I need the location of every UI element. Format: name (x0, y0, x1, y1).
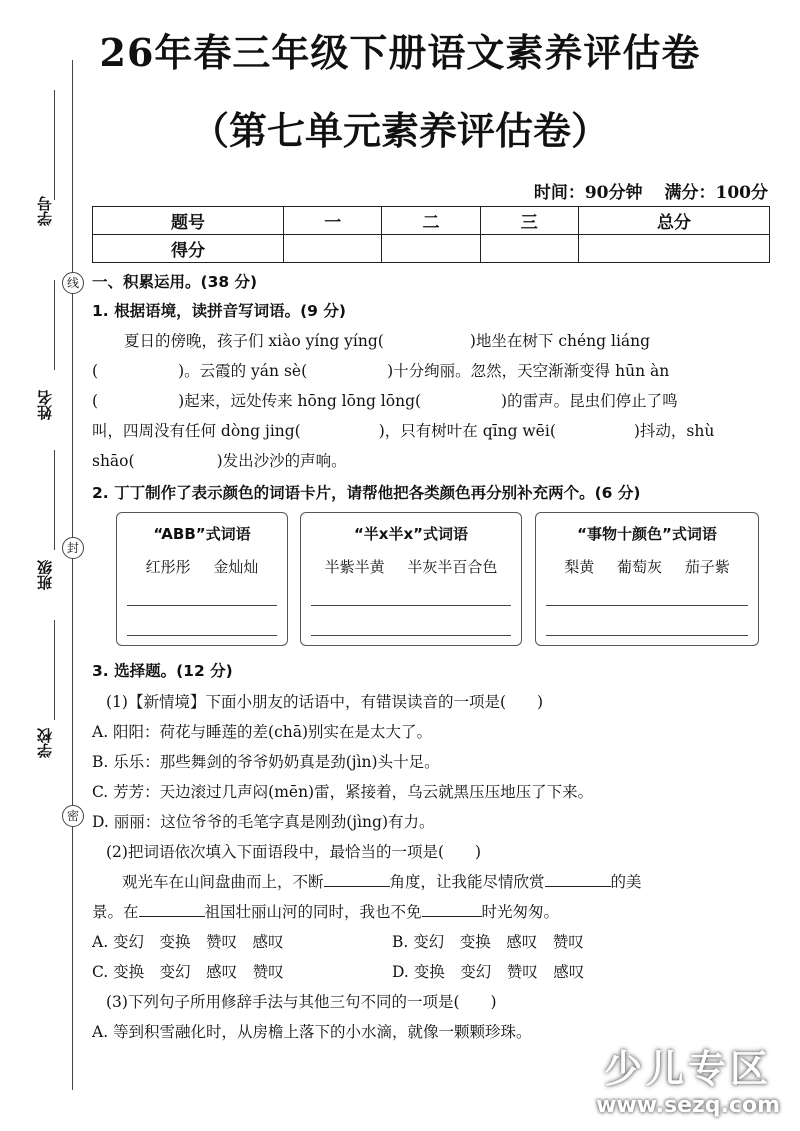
q3-sub1-option-b[interactable]: B. 乐乐：那些舞剑的爷爷奶奶真是劲(jìn)头十足。 (92, 753, 440, 771)
class-label: 班级 (36, 560, 54, 590)
score-cell[interactable] (578, 235, 769, 263)
q3-sub2-option-a[interactable]: A. 变幻 变换 赞叹 感叹 (92, 933, 284, 951)
q1-text: )起来，远处传来 hōng lōng lōng( (178, 392, 422, 410)
q3-sub2-option-d[interactable]: D. 变换 变幻 赞叹 感叹 (392, 963, 585, 981)
q3-passage-text: 的美 (610, 873, 642, 891)
q1-text: ( (92, 362, 99, 380)
score-cell[interactable] (284, 235, 382, 263)
score-header-cell: 题号 (93, 207, 284, 235)
q3-sub1-option-a[interactable]: A. 阳阳：荷花与睡莲的差(chā)别实在是太大了。 (92, 723, 433, 741)
exam-info (512, 178, 768, 203)
score-cell[interactable] (480, 235, 578, 263)
class-field-line[interactable] (54, 450, 55, 550)
score-header-cell: 一 (284, 207, 382, 235)
q3-sub2-option-b[interactable]: B. 变幻 变换 感叹 赞叹 (392, 933, 584, 951)
answer-blank[interactable] (545, 870, 611, 887)
q1-text: )，只有树叶在 qīng wēi( (378, 422, 556, 440)
q1-text: 叫，四周没有任何 dòng jing( (92, 422, 301, 440)
binding-mark-line: 线 (62, 272, 84, 294)
school-field-line[interactable] (54, 620, 55, 720)
q1-text: )十分绚丽。忽然，天空渐渐变得 hūn àn (387, 362, 670, 380)
q1-text: ( (92, 392, 99, 410)
q3-passage-text: 观光车在山间盘曲而上，不断 (122, 873, 324, 891)
color-card (300, 512, 522, 646)
question-3-title: 3. 选择题。(12 分) (92, 662, 233, 680)
binding-mark-seal2: 密 (62, 805, 84, 827)
card-examples: 红彤彤 金灿灿 (145, 558, 259, 576)
name-label: 姓名 (36, 390, 54, 420)
card-title: “ABB”式词语 (153, 525, 251, 543)
answer-line[interactable] (546, 605, 748, 606)
card-examples: 梨黄 葡萄灰 茄子紫 (564, 558, 730, 576)
color-card (535, 512, 759, 646)
q1-text: )的雷声。昆虫们停止了鸣 (501, 392, 678, 410)
q3-passage-text: 祖国壮丽山河的同时，我也不免 (204, 903, 422, 921)
binding-line (72, 60, 73, 1090)
q1-text: )。云霞的 yán sè( (178, 362, 308, 380)
score-table-header-row (93, 207, 770, 235)
answer-line[interactable] (127, 635, 277, 636)
watermark-text: 少儿专区 (604, 1047, 773, 1091)
color-card (116, 512, 288, 646)
name-field-line[interactable] (54, 280, 55, 370)
student-id-label: 学号 (36, 196, 54, 226)
card-title: “半x半x”式词语 (353, 525, 469, 543)
page-title: 26年春三年级下册语文素养评估卷 (99, 30, 701, 75)
exam-time: 时间：90分钟 (533, 183, 643, 203)
question-3-body (92, 687, 772, 1047)
question-1-body (92, 326, 772, 476)
answer-blank[interactable] (139, 900, 205, 917)
school-label: 学校 (36, 728, 54, 758)
q1-text: shāo( (92, 452, 135, 470)
q3-sub2-option-c[interactable]: C. 变换 变幻 感叹 赞叹 (92, 963, 284, 981)
score-header-cell: 二 (382, 207, 480, 235)
answer-blank[interactable] (422, 900, 482, 917)
question-2-title: 2. 丁丁制作了表示颜色的词语卡片，请帮他把各类颜色再分别补充两个。(6 分) (92, 484, 641, 502)
answer-line[interactable] (311, 635, 511, 636)
q1-text: )发出沙沙的声响。 (216, 452, 347, 470)
score-table-score-row (93, 235, 770, 263)
card-title: “事物十颜色”式词语 (577, 525, 717, 543)
q3-sub1-stem: (1)【新情境】下面小朋友的话语中，有错误读音的一项是( ) (106, 693, 544, 711)
answer-line[interactable] (311, 605, 511, 606)
q3-sub1-option-c[interactable]: C. 芳芳：天边滚过几声闷(mēn)雷，紧接着，乌云就黑压压地压了下来。 (92, 783, 594, 801)
page-subtitle: （第七单元素养评估卷） (190, 108, 609, 153)
answer-blank[interactable] (324, 870, 390, 887)
q1-text: )抖动，shù (633, 422, 715, 440)
q3-sub3-stem: (3)下列句子所用修辞手法与其他三句不同的一项是( ) (106, 993, 497, 1011)
question-1-title: 1. 根据语境，读拼音写词语。(9 分) (92, 302, 346, 320)
card-examples: 半紫半黄 半灰半百合色 (324, 558, 498, 576)
score-cell[interactable] (382, 235, 480, 263)
score-table (92, 206, 770, 263)
q3-passage-text: 时光匆匆。 (481, 903, 560, 921)
q1-text: 夏日的傍晚，孩子们 xiào yíng yíng( (124, 332, 384, 350)
binding-mark-seal: 封 (62, 537, 84, 559)
q3-sub1-option-d[interactable]: D. 丽丽：这位爷爷的毛笔字真是刚劲(jìng)有力。 (92, 813, 435, 831)
score-header-cell: 总分 (578, 207, 769, 235)
q1-text: )地坐在树下 chéng liáng (469, 332, 651, 350)
watermark (596, 1038, 780, 1118)
watermark-url: www.sezq.com (596, 1093, 780, 1118)
q3-sub3-option-a[interactable]: A. 等到积雪融化时，从房檐上落下的小水滴，就像一颗颗珍珠。 (92, 1023, 532, 1041)
exam-full-score: 满分：100分 (664, 183, 768, 203)
answer-line[interactable] (546, 635, 748, 636)
score-row-label: 得分 (93, 235, 284, 263)
q3-passage-text: 景。在 (92, 903, 139, 921)
section-heading: 一、积累运用。(38 分) (92, 273, 258, 291)
q3-passage-text: 角度，让我能尽情欣赏 (389, 873, 545, 891)
q3-sub2-stem: (2)把词语依次填入下面语段中，最恰当的一项是( ) (106, 843, 482, 861)
student-id-field-line[interactable] (54, 90, 55, 200)
score-header-cell: 三 (480, 207, 578, 235)
answer-line[interactable] (127, 605, 277, 606)
